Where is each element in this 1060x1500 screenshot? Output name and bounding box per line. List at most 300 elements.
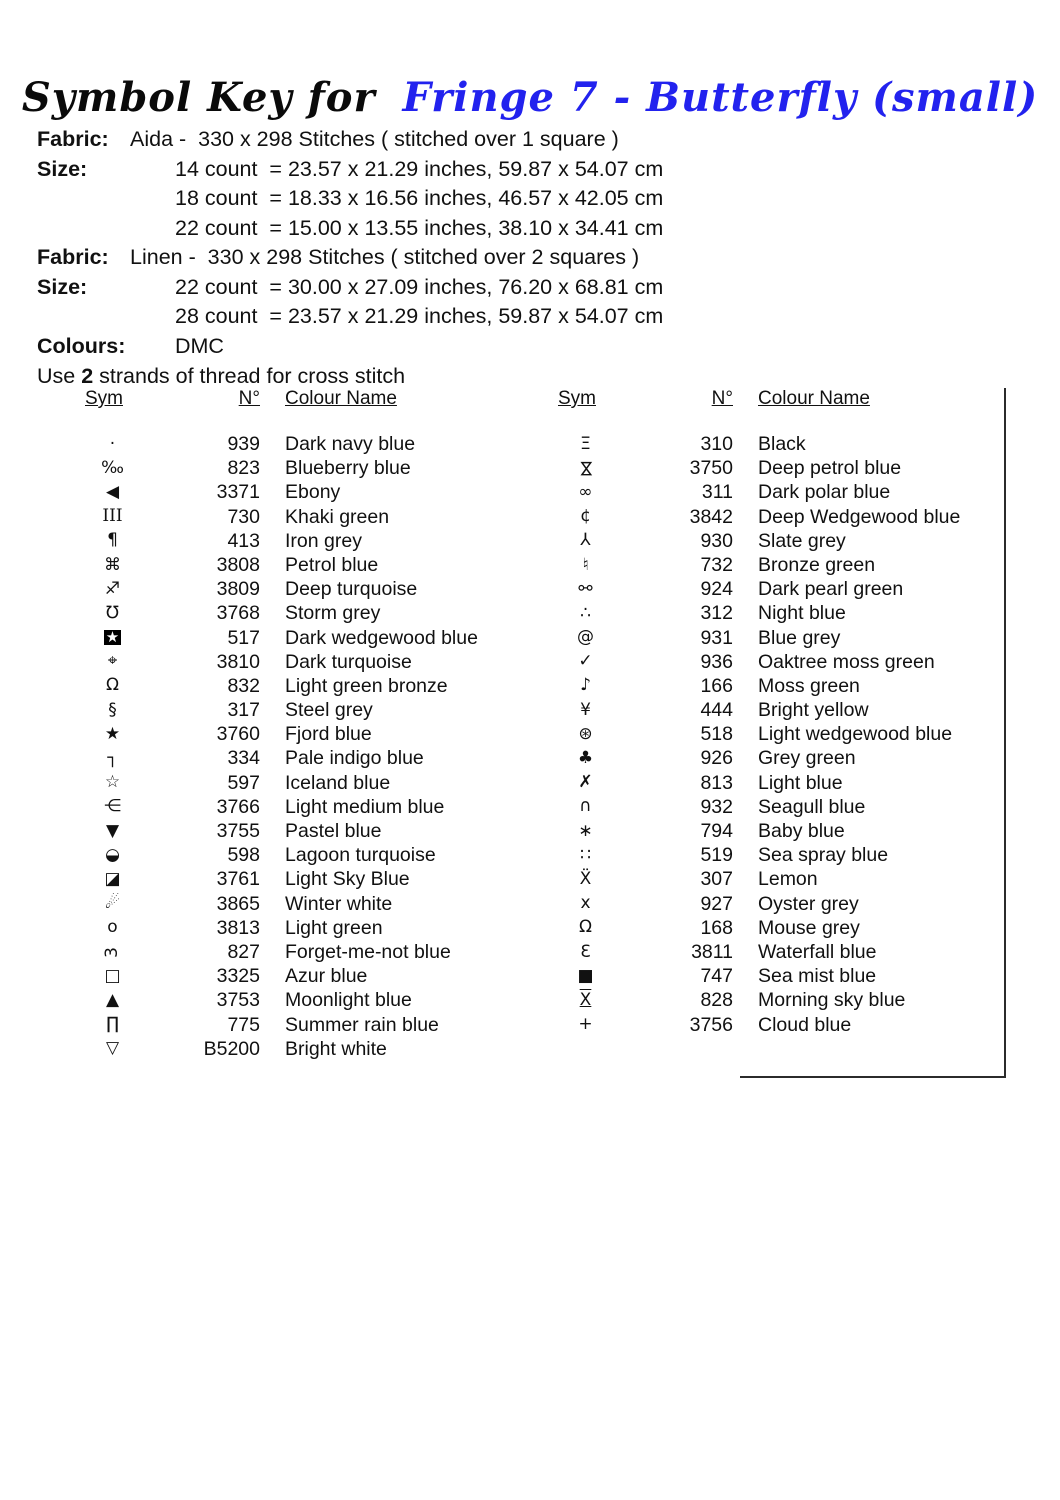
- dmc-number: 310: [700, 433, 733, 455]
- stitch-symbol: ∩: [579, 796, 592, 817]
- symbol-cell: [558, 481, 613, 502]
- key-row: [558, 916, 1008, 940]
- colour-name: Waterfall blue: [758, 940, 877, 963]
- key-row: [558, 819, 1008, 843]
- info-value: Linen - 330 x 298 Stitches ( stitched over 2 squares ): [130, 245, 640, 269]
- colour-name: Azur blue: [285, 965, 368, 988]
- symbol-cell: [558, 895, 613, 912]
- header-sym: Sym: [85, 388, 123, 409]
- symbol-cell: [85, 1040, 140, 1057]
- colour-name: Dark turquoise: [285, 650, 412, 673]
- colour-name: Light wedgewood blue: [758, 723, 953, 746]
- key-row: [558, 964, 1008, 988]
- key-row: [85, 674, 525, 698]
- stitch-symbol: ·: [109, 433, 116, 454]
- symbol-cell: [85, 774, 140, 791]
- symbol-cell: [558, 723, 613, 744]
- symbol-cell: [558, 653, 613, 670]
- key-row: [558, 795, 1008, 819]
- symbol-cell: [85, 868, 140, 889]
- stitch-symbol: ◒: [105, 844, 120, 865]
- dmc-number: 3760: [216, 723, 260, 746]
- stitch-symbol: x: [580, 893, 591, 914]
- symbol-cell: [85, 653, 140, 670]
- colour-name: Lagoon turquoise: [285, 844, 436, 867]
- symbol-cell: [85, 895, 140, 912]
- symbol-cell: [85, 433, 140, 454]
- dmc-number: 730: [227, 505, 260, 528]
- dmc-number: 3810: [216, 650, 260, 673]
- colour-name: Moss green: [758, 674, 860, 697]
- key-row: [85, 505, 525, 529]
- dmc-number: 936: [700, 650, 733, 673]
- colour-name: Iceland blue: [285, 771, 391, 794]
- info-value: 14 count = 23.57 x 21.29 inches, 59.87 x 54.07 cm: [175, 156, 664, 181]
- info-line: [37, 273, 663, 303]
- key-row: [558, 456, 1008, 480]
- key-row: [85, 771, 525, 795]
- stitch-symbol: ♮: [582, 554, 589, 575]
- key-row: [85, 480, 525, 504]
- stitch-symbol: Ω: [579, 917, 592, 938]
- stitch-symbol: ¥: [580, 699, 591, 720]
- key-row: [85, 698, 525, 722]
- symbol-cell: [85, 677, 140, 694]
- colour-name: Dark pearl green: [758, 578, 904, 601]
- dmc-number: 597: [227, 771, 260, 794]
- key-row: [85, 529, 525, 553]
- symbol-cell: [558, 844, 613, 865]
- strands-note-count: 2: [81, 364, 94, 388]
- dmc-number: 732: [700, 553, 733, 576]
- symbol-cell: [558, 629, 613, 646]
- symbol-cell: [85, 798, 140, 815]
- stitch-symbol: @: [577, 627, 594, 648]
- colour-name: Winter white: [285, 892, 393, 915]
- stitch-symbol: ∞: [578, 481, 593, 502]
- colour-name: Sea spray blue: [758, 844, 889, 867]
- colour-name: Khaki green: [285, 505, 390, 528]
- colour-name: Morning sky blue: [758, 989, 906, 1012]
- colour-name: Storm grey: [285, 602, 381, 625]
- symbol-cell: [85, 820, 140, 841]
- info-line: [37, 243, 663, 273]
- key-row: [85, 819, 525, 843]
- colour-name: Deep petrol blue: [758, 457, 902, 480]
- dmc-number: 3750: [689, 457, 733, 480]
- info-value: 18 count = 18.33 x 16.56 inches, 46.57 x 42.05 cm: [175, 186, 664, 210]
- symbol-cell: [85, 578, 140, 599]
- info-value: 22 count = 30.00 x 27.09 inches, 76.20 x 68.81 cm: [175, 274, 664, 299]
- dmc-number: 334: [227, 747, 260, 770]
- dmc-number: 3768: [216, 602, 260, 625]
- header-colour-name: Colour Name: [285, 388, 397, 409]
- dmc-number: 3813: [216, 916, 260, 939]
- stitch-symbol: ◪: [104, 868, 121, 889]
- colour-name: Bronze green: [758, 553, 876, 576]
- table-right-border-line: [1004, 388, 1006, 1078]
- dmc-number: 3325: [216, 965, 260, 988]
- info-label: Colours:: [37, 333, 126, 358]
- table-bottom-border-line: [740, 1076, 1006, 1078]
- dmc-number: 3842: [689, 505, 733, 528]
- key-row: [85, 746, 525, 770]
- stitch-symbol: □: [104, 965, 121, 986]
- colour-name: Blueberry blue: [285, 457, 411, 480]
- header-number: N°: [711, 388, 733, 409]
- symbol-cell: [558, 677, 613, 694]
- stitch-symbol: III: [102, 506, 123, 527]
- dmc-number: 3808: [216, 553, 260, 576]
- stitch-symbol: Ξ: [580, 433, 591, 454]
- colour-name: Bright yellow: [758, 699, 869, 722]
- key-row: [85, 456, 525, 480]
- symbol-cell: [85, 989, 140, 1010]
- colour-name: Cloud blue: [758, 1013, 852, 1036]
- info-label: [37, 302, 130, 332]
- dmc-number: 3753: [216, 989, 260, 1012]
- colour-name: Fjord blue: [285, 723, 372, 746]
- key-row: [85, 626, 525, 650]
- stitch-symbol: ✓: [578, 651, 593, 672]
- key-row: [558, 480, 1008, 504]
- dmc-number: 413: [227, 529, 260, 552]
- stitch-symbol: ∗: [578, 820, 593, 841]
- colour-name: Dark polar blue: [758, 481, 891, 504]
- colour-name: Seagull blue: [758, 795, 866, 818]
- stitch-symbol: ⌖: [107, 651, 118, 672]
- symbol-cell: [85, 723, 140, 744]
- dmc-number: 931: [700, 626, 733, 649]
- info-line: [37, 214, 663, 244]
- colour-name: Light green: [285, 916, 383, 939]
- header-number: N°: [238, 388, 260, 409]
- strands-note-suffix: strands of thread for cross stitch: [93, 364, 406, 388]
- dmc-number: 3865: [216, 892, 260, 915]
- colour-name: Pastel blue: [285, 820, 382, 842]
- info-value: Aida - 330 x 298 Stitches ( stitched over 1 square ): [130, 127, 619, 151]
- dmc-number: 311: [701, 481, 733, 504]
- colour-name: Blue grey: [758, 626, 841, 649]
- rows-right: [558, 432, 1008, 1037]
- symbol-cell: [558, 699, 613, 720]
- key-row: [85, 867, 525, 891]
- key-row: [85, 940, 525, 964]
- symbol-cell: [558, 820, 613, 841]
- info-label: Fabric:: [37, 127, 109, 151]
- colour-name: Grey green: [758, 747, 856, 770]
- symbol-cell: [558, 1016, 613, 1033]
- symbol-cell: [558, 578, 613, 599]
- stitch-symbol: ▽: [105, 1038, 120, 1059]
- stitch-symbol: ■: [577, 965, 594, 986]
- colour-name: Oaktree moss green: [758, 650, 935, 673]
- stitch-symbol: ⌘: [104, 554, 121, 575]
- key-row: [558, 553, 1008, 577]
- fabric-info-block: [37, 125, 663, 361]
- dmc-number: 794: [700, 820, 733, 842]
- key-row: [558, 505, 1008, 529]
- stitch-symbol: ‰: [101, 457, 124, 478]
- key-row: [558, 892, 1008, 916]
- rows-left: [85, 432, 525, 1061]
- key-row: [558, 746, 1008, 770]
- stitch-symbol: ☆: [104, 772, 121, 793]
- key-row: [85, 553, 525, 577]
- dmc-number: 828: [700, 989, 733, 1012]
- symbol-cell: [85, 508, 140, 525]
- key-row: [85, 577, 525, 601]
- colour-name: Light medium blue: [285, 795, 445, 818]
- colour-name: Deep turquoise: [285, 578, 418, 601]
- key-row: [85, 722, 525, 746]
- page-title-prefix: Symbol Key for: [21, 74, 376, 121]
- colour-name: Sea mist blue: [758, 965, 877, 988]
- colour-name: Baby blue: [758, 820, 845, 842]
- colour-name: Slate grey: [758, 529, 846, 552]
- info-value: 22 count = 15.00 x 13.55 inches, 38.10 x 34.41 cm: [175, 215, 664, 240]
- colour-name: Mouse grey: [758, 916, 860, 939]
- header-sym: Sym: [558, 388, 596, 409]
- key-row: [85, 916, 525, 940]
- stitch-symbol: ☄: [104, 893, 121, 914]
- colour-name: Moonlight blue: [285, 989, 412, 1012]
- stitch-symbol: ♪: [580, 675, 591, 696]
- colour-name: Petrol blue: [285, 553, 379, 576]
- colour-name: Dark navy blue: [285, 433, 416, 455]
- info-line: [37, 125, 663, 155]
- info-label: Size:: [37, 156, 88, 181]
- info-line: [37, 184, 663, 214]
- stitch-symbol: ┐: [107, 748, 118, 769]
- dmc-number: 3755: [216, 820, 260, 842]
- info-label: [37, 184, 130, 214]
- stitch-symbol: ♐: [104, 578, 121, 599]
- dmc-number: 444: [700, 699, 733, 722]
- symbol-key-column-right: [558, 388, 1008, 1037]
- dmc-number: 307: [700, 868, 733, 891]
- stitch-symbol: ∴: [580, 602, 591, 623]
- symbol-cell: [558, 508, 613, 525]
- dmc-number: 312: [700, 602, 733, 625]
- dmc-number: 168: [700, 916, 733, 939]
- info-label: [37, 214, 130, 244]
- stitch-symbol: ▲: [105, 989, 120, 1010]
- key-row: [85, 892, 525, 916]
- stitch-symbol: ◀: [105, 481, 120, 502]
- stitch-symbol: +: [578, 1014, 593, 1035]
- key-row: [85, 1013, 525, 1037]
- symbol-cell: [85, 602, 140, 623]
- symbol-cell: [85, 750, 140, 767]
- info-value: 28 count = 23.57 x 21.29 inches, 59.87 x 54.07 cm: [175, 304, 664, 328]
- info-line: [37, 332, 663, 362]
- key-row: [85, 795, 525, 819]
- symbol-cell: [558, 965, 613, 986]
- key-row: [558, 867, 1008, 891]
- stitch-symbol: ★: [104, 723, 121, 744]
- dmc-number: 930: [700, 529, 733, 552]
- key-row: [558, 771, 1008, 795]
- dmc-number: 166: [700, 674, 733, 697]
- stitch-symbol: §: [108, 699, 117, 720]
- dmc-number: 926: [700, 747, 733, 770]
- dmc-number: 3809: [216, 578, 260, 601]
- stitch-symbol: ✗: [578, 772, 593, 793]
- symbol-cell: [85, 919, 140, 936]
- dmc-number: 747: [700, 965, 733, 988]
- dmc-number: 519: [700, 844, 733, 867]
- colour-name: Deep Wedgewood blue: [758, 505, 961, 528]
- dmc-number: 827: [227, 940, 260, 963]
- key-row: [558, 940, 1008, 964]
- stitch-symbol: Ɛ: [580, 941, 591, 962]
- symbol-cell: [85, 457, 140, 478]
- symbol-cell: [558, 941, 613, 962]
- key-row: [558, 843, 1008, 867]
- symbol-cell: [85, 699, 140, 720]
- stitch-symbol: ∏: [106, 1014, 119, 1035]
- stitch-symbol: ¢: [580, 506, 591, 527]
- symbol-cell: [558, 433, 613, 454]
- symbol-cell: [558, 774, 613, 791]
- colour-name: Pale indigo blue: [285, 747, 424, 770]
- colour-name: Iron grey: [285, 529, 362, 552]
- dmc-number: 3811: [691, 940, 733, 963]
- key-row: [558, 529, 1008, 553]
- symbol-cell: [558, 602, 613, 623]
- key-row: [85, 1037, 525, 1061]
- column-header-row: [85, 388, 525, 432]
- dmc-number: 317: [227, 699, 260, 722]
- page-title: [0, 74, 1060, 121]
- symbol-cell: [558, 750, 613, 767]
- stitch-symbol: ¶: [107, 530, 118, 551]
- dmc-number: 3766: [216, 795, 260, 818]
- dmc-number: 775: [227, 1013, 260, 1036]
- page-title-pattern-name: Fringe 7 - Butterfly (small): [402, 74, 1039, 121]
- dmc-number: 813: [700, 771, 733, 794]
- colour-name: Summer rain blue: [285, 1013, 439, 1036]
- colour-name: Steel grey: [285, 699, 373, 722]
- symbol-cell: [558, 989, 613, 1010]
- stitch-symbol: Ω: [106, 675, 119, 696]
- colour-name: Forget-me-not blue: [285, 940, 451, 963]
- key-row: [85, 432, 525, 456]
- stitch-symbol: ⊛: [578, 723, 593, 744]
- symbol-cell: [558, 868, 613, 889]
- key-row: [558, 698, 1008, 722]
- colour-name: Night blue: [758, 602, 846, 625]
- dmc-number: 3756: [689, 1013, 733, 1036]
- key-row: [558, 988, 1008, 1012]
- symbol-cell: [85, 944, 140, 961]
- info-line: [37, 155, 663, 185]
- colour-name: Bright white: [285, 1037, 387, 1060]
- colour-name: Light Sky Blue: [285, 868, 410, 891]
- dmc-number: 3371: [216, 481, 260, 504]
- key-row: [558, 722, 1008, 746]
- stitch-symbol: ℧: [106, 602, 119, 623]
- key-row: [85, 601, 525, 625]
- key-row: [558, 626, 1008, 650]
- symbol-cell: [85, 554, 140, 575]
- key-row: [558, 601, 1008, 625]
- column-header-row: [558, 388, 1008, 432]
- stitch-symbol: ★: [105, 628, 120, 647]
- colour-name: Ebony: [285, 481, 341, 504]
- dmc-number: 517: [227, 626, 260, 649]
- key-row: [558, 577, 1008, 601]
- info-label: Fabric:: [37, 245, 109, 269]
- stitch-symbol: ⚯: [578, 578, 593, 599]
- info-line: [37, 302, 663, 332]
- symbol-cell: [558, 798, 613, 815]
- dmc-number: 924: [700, 578, 733, 601]
- dmc-number: 823: [227, 457, 260, 480]
- dmc-number: 932: [700, 795, 733, 818]
- key-row: [558, 432, 1008, 456]
- symbol-cell: [85, 844, 140, 865]
- symbol-cell: [558, 460, 613, 477]
- stitch-symbol: ⋈: [576, 459, 596, 477]
- dmc-number: 832: [227, 674, 260, 697]
- colour-name: Dark wedgewood blue: [285, 626, 478, 649]
- stitch-symbol: Ẍ: [579, 868, 592, 889]
- symbol-cell: [85, 965, 140, 986]
- dmc-number: 3761: [216, 868, 260, 891]
- key-row: [85, 964, 525, 988]
- colour-name: Light blue: [758, 771, 843, 794]
- symbol-cell: [558, 919, 613, 936]
- key-row: [558, 674, 1008, 698]
- stitch-symbol: ♣: [577, 748, 594, 769]
- header-colour-name: Colour Name: [758, 388, 870, 409]
- key-row: [85, 650, 525, 674]
- symbol-cell: [558, 532, 613, 549]
- info-label: Size:: [37, 274, 88, 299]
- symbol-cell: [85, 532, 140, 549]
- key-row: [558, 650, 1008, 674]
- stitch-symbol: o: [107, 917, 118, 938]
- symbol-cell: [85, 629, 140, 646]
- stitch-symbol: X: [579, 989, 592, 1010]
- stitch-symbol: 3: [101, 946, 122, 958]
- stitch-symbol: ∷: [580, 844, 591, 865]
- dmc-number: 927: [700, 892, 733, 915]
- key-row: [85, 843, 525, 867]
- symbol-cell: [85, 1016, 140, 1033]
- key-row: [558, 1013, 1008, 1037]
- symbol-key-column-left: [85, 388, 525, 1061]
- key-row: [85, 988, 525, 1012]
- symbol-cell: [558, 554, 613, 575]
- dmc-number: 939: [227, 433, 260, 455]
- strands-note-prefix: Use: [37, 364, 82, 388]
- dmc-number: 518: [700, 723, 733, 746]
- colour-name: Black: [758, 433, 806, 455]
- dmc-number: B5200: [203, 1037, 260, 1060]
- stitch-symbol: ⅄: [580, 530, 591, 551]
- stitch-symbol: ▼: [105, 820, 120, 841]
- colour-name: Oyster grey: [758, 892, 859, 915]
- colour-name: Light green bronze: [285, 674, 448, 697]
- stitch-symbol: ⋲: [104, 796, 121, 817]
- symbol-cell: [85, 481, 140, 502]
- dmc-number: 598: [227, 844, 260, 867]
- info-value: DMC: [175, 333, 224, 358]
- colour-name: Lemon: [758, 868, 818, 891]
